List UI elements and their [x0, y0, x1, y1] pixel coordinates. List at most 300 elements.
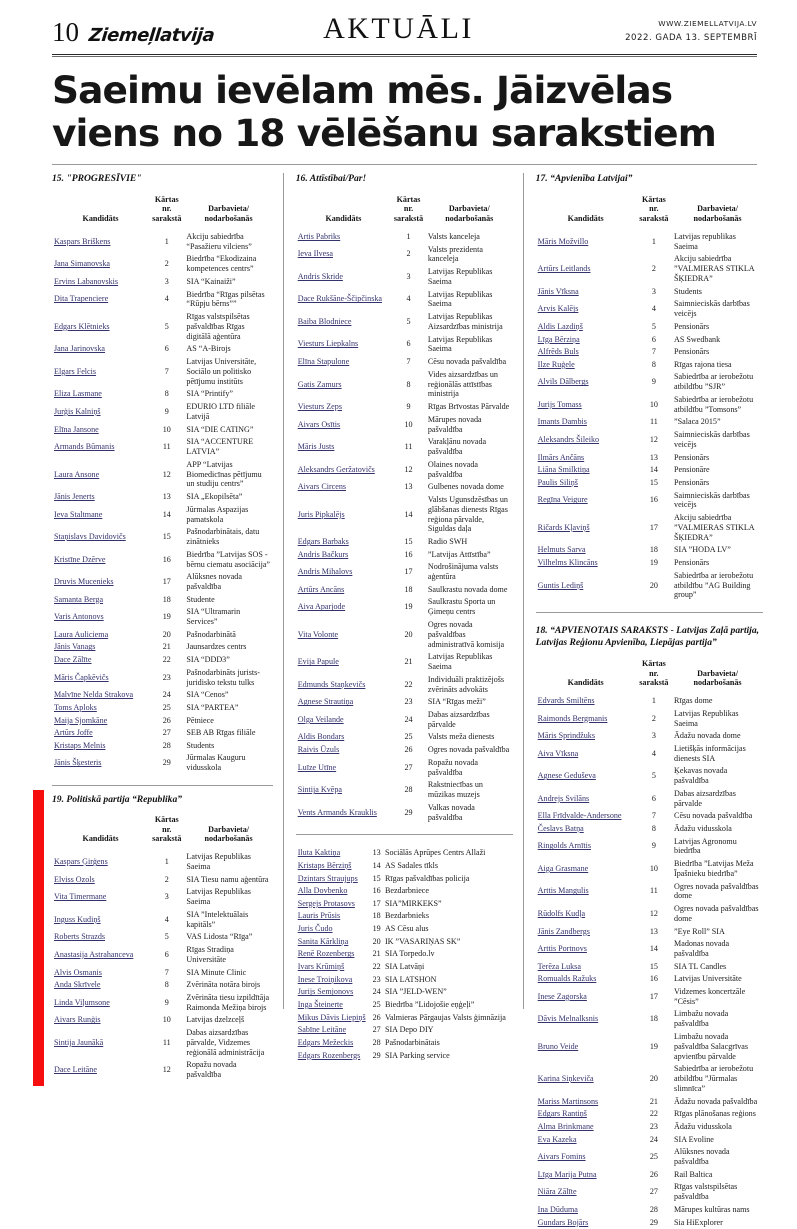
table-body-2	[296, 231, 513, 824]
candidate-name[interactable]: Jana Simanovska	[54, 259, 110, 269]
list-block-progresivie	[52, 173, 273, 774]
candidate-name[interactable]: Romualds Ražuks	[537, 974, 597, 984]
candidate-workplace: Limbažu novada pašvaldība Salacgrīvas apvienību pārvalde	[674, 1031, 748, 1061]
table-row	[52, 1059, 273, 1082]
candidate-workplace: SIA ”HODA LV”	[674, 545, 731, 555]
candidate-name[interactable]: Dace Zālīte	[54, 655, 92, 665]
table-row	[296, 948, 513, 961]
candidate-workplace: Ķekavas novada pašvaldība	[674, 766, 728, 786]
candidate-name[interactable]: Dace Leitāne	[54, 1065, 97, 1075]
candidate-number: 3	[406, 271, 411, 281]
candidate-workplace: Latvijas Republikas Saeima	[186, 852, 251, 872]
candidate-name[interactable]: Jurijs Semjonovs	[297, 987, 354, 997]
table-row	[536, 742, 763, 765]
candidate-name[interactable]: Helmuts Sarva	[537, 545, 586, 555]
candidate-name[interactable]: Niāra Zālīte	[537, 1187, 577, 1197]
candidate-name[interactable]: Jānis Vanags	[54, 642, 96, 652]
candidate-number: 25	[162, 702, 171, 712]
candidate-number: 10	[404, 419, 413, 429]
candidate-workplace: Saimnieciskās darbības veicējs	[674, 430, 750, 449]
candidate-name[interactable]: Malvīne Nelda Strakova	[54, 690, 134, 700]
candidate-name[interactable]: Mariss Martinsons	[537, 1096, 599, 1106]
candidate-number: 19	[404, 602, 413, 612]
candidate-name[interactable]: Aleksandrs Šileiko	[537, 435, 600, 445]
candidate-number: 26	[404, 745, 413, 755]
candidate-workplace: Ādažu novada pašvaldība	[674, 1096, 758, 1106]
candidate-number: 18	[372, 911, 381, 921]
candidate-name[interactable]: Aiva Aparjode	[297, 602, 346, 612]
candidate-name[interactable]: Elgars Felcis	[54, 366, 97, 376]
candidate-workplace: Gulbenes novada dome	[427, 482, 504, 492]
table-row	[536, 358, 763, 371]
candidate-name[interactable]: Agnese Geduševa	[537, 771, 596, 781]
candidate-name[interactable]: Guntis Lediņš	[537, 580, 584, 590]
candidate-name[interactable]: Artis Pabriks	[297, 231, 341, 241]
list-block-republika	[52, 794, 273, 1082]
candidate-name[interactable]: Inese Troiņikova	[297, 974, 353, 984]
candidate-name[interactable]: Juris Pipkalējs	[297, 509, 345, 519]
candidate-number: 4	[164, 914, 169, 924]
table-row	[536, 810, 763, 823]
candidate-name[interactable]: Elviss Ozols	[54, 874, 95, 884]
candidate-number: 19	[372, 924, 381, 934]
candidate-name[interactable]: Līga Marija Putna	[537, 1169, 597, 1179]
table-row	[536, 489, 763, 512]
candidate-name[interactable]: Rūdolfs Kudļa	[537, 908, 586, 918]
candidate-number: 1	[651, 696, 656, 705]
candidate-name[interactable]: Edgars Barbaks	[297, 537, 349, 547]
candidate-name[interactable]: Aivars Osītis	[297, 419, 341, 429]
candidate-workplace: Ropažu novada pašvaldība	[186, 1060, 237, 1080]
candidate-name[interactable]: Andris Skride	[297, 271, 343, 281]
candidate-name[interactable]: Māris Sprindžuks	[537, 731, 595, 741]
candidate-number: 20	[162, 629, 171, 639]
candidate-workplace: Valkas novada pašvaldība	[427, 802, 475, 822]
candidate-number: 24	[649, 1134, 658, 1144]
candidate-name[interactable]: Andrejs Svilāns	[537, 793, 590, 803]
table-row	[296, 333, 513, 356]
party-title: 19. Politiskā partija “Republika”	[52, 793, 183, 805]
candidate-name[interactable]: Elīna Jansone	[54, 424, 99, 434]
table-row	[52, 356, 273, 388]
candidate-name[interactable]: Jānis Šķesteris	[54, 758, 102, 768]
candidates-table	[52, 192, 273, 775]
candidate-workplace: Saimnieciskās darbības veicējs	[674, 299, 750, 319]
candidate-workplace: Dabas aizsardzības pārvalde	[674, 788, 736, 808]
candidate-name[interactable]: Lauris Prūsis	[297, 911, 341, 921]
candidate-workplace: Alūksnes novada pašvaldība	[186, 572, 242, 592]
candidate-number: 22	[372, 962, 381, 972]
header-candidate: Kandidāts	[82, 213, 119, 223]
table-row	[52, 909, 273, 932]
table-row	[536, 1108, 763, 1121]
table-row	[536, 765, 763, 788]
candidate-name[interactable]: Alfrēds Buls	[537, 347, 579, 357]
candidate-name[interactable]: Mikus Dāvis Liepiņš	[297, 1012, 366, 1022]
candidate-workplace: Akciju sabiedrība “Pasažieru vilciens”	[186, 231, 252, 251]
table-row	[536, 512, 763, 544]
candidate-number: 4	[164, 294, 169, 304]
candidate-name[interactable]: Dace Rukšāne-Ščipčinska	[297, 294, 382, 304]
candidate-number: 21	[372, 949, 381, 959]
candidate-name[interactable]: Jānis Vīksna	[537, 286, 579, 296]
candidate-name[interactable]: Edmunds Staņkevičs	[297, 679, 366, 689]
candidate-name[interactable]: Inga Šteinerte	[297, 999, 343, 1009]
candidate-name[interactable]: Jurģis Kalniņš	[54, 406, 101, 416]
table-row	[536, 986, 763, 1009]
candidate-number: 15	[162, 532, 171, 542]
candidate-name[interactable]: Aivars Runģis	[54, 1015, 101, 1025]
candidate-name[interactable]: Ričards Kļaviņš	[537, 522, 590, 532]
website-url[interactable]: WWW.ZIEMELLATVIJA.LV	[658, 19, 757, 28]
candidate-workplace: SIA”MIRKEKS”	[384, 898, 442, 908]
candidate-workplace: SIA “DDD3”	[186, 655, 230, 665]
candidate-name[interactable]: Raivis Ūzuls	[297, 745, 340, 755]
candidate-name[interactable]: Linda Viļumsone	[54, 997, 110, 1007]
issue-date: 2022. GADA 13. SEPTEMBRĪ	[625, 32, 757, 43]
candidate-name[interactable]: Kristaps Melnis	[54, 740, 106, 750]
candidate-number: 21	[404, 657, 413, 667]
table-row	[52, 288, 273, 311]
candidate-name[interactable]: Aleksandrs Geržatovičs	[297, 464, 375, 474]
candidate-name[interactable]: Juris Čudo	[297, 924, 333, 934]
candidate-number: 20	[372, 936, 381, 946]
table-header-row	[296, 192, 513, 231]
candidate-workplace: Pensionāre	[674, 465, 710, 475]
candidate-workplace: SIA “Printify”	[186, 389, 233, 399]
candidate-number: 19	[162, 612, 171, 622]
candidates-table	[536, 656, 763, 1229]
candidate-name[interactable]: Toms Aploks	[54, 702, 97, 712]
candidate-name[interactable]: Sabīne Leitāne	[297, 1025, 347, 1035]
candidate-name[interactable]: Dzintars Straujups	[297, 873, 358, 883]
table-row	[52, 714, 273, 727]
header-candidate: Kandidāts	[567, 213, 604, 223]
candidate-workplace: Latvijas Universitāte, Sociālo un politisko pētījumu institūts	[186, 357, 257, 386]
candidate-name[interactable]: Ina Dūduma	[537, 1204, 578, 1214]
candidate-name[interactable]: Bruno Veide	[537, 1041, 579, 1051]
candidate-name[interactable]: Terēza Luksa	[537, 961, 581, 971]
candidate-name[interactable]: Vita Volonte	[297, 629, 339, 639]
table-row	[536, 707, 763, 730]
candidates-table	[52, 812, 273, 1081]
candidate-name[interactable]: Ella Frīdvalde-Andersone	[537, 811, 622, 821]
candidate-name[interactable]: Māris Možvillo	[537, 236, 589, 246]
candidate-workplace: Zvērināta notāra birojs	[186, 980, 261, 990]
candidate-number: 15	[404, 537, 413, 547]
candidate-name[interactable]: Ervins Labanovskis	[54, 276, 119, 286]
candidate-name[interactable]: Māris Čapkēvičs	[54, 672, 109, 682]
candidate-name[interactable]: Edgars Rozenbergs	[297, 1050, 361, 1060]
candidate-number: 11	[649, 886, 658, 896]
candidate-name[interactable]: Jana Jarinovska	[54, 344, 106, 354]
candidate-name[interactable]: Iluta Kaktiņa	[297, 848, 341, 858]
table-row	[52, 526, 273, 549]
table-row	[296, 311, 513, 334]
candidate-name[interactable]: Alvils Dālbergs	[537, 377, 589, 387]
candidate-number: 4	[406, 294, 411, 304]
table-row	[52, 966, 273, 979]
candidate-workplace: Ogres novada pašvaldība	[427, 745, 510, 755]
candidate-number: 18	[404, 584, 413, 594]
table-row	[296, 961, 513, 974]
candidate-name[interactable]: Jurijs Tomass	[537, 399, 582, 409]
candidate-workplace: ”Latvijas Attīstība”	[427, 549, 491, 559]
candidate-name[interactable]: Paulis Siliņš	[537, 477, 578, 487]
candidate-name[interactable]: Druvis Mucenieks	[54, 577, 114, 587]
candidate-name[interactable]: Anda Skrīvele	[54, 980, 101, 990]
candidate-workplace: SIA “Ultramarin Services”	[186, 607, 241, 627]
candidate-workplace: Valsts prezidenta kanceleja	[427, 244, 483, 264]
candidate-workplace: Rīgas valstspilsētas pašvaldības Rīgas digitālā aģentūra	[186, 312, 250, 341]
candidate-name[interactable]: Vents Armands Krauklis	[297, 807, 377, 817]
candidate-name[interactable]: Sanita Kārkliņa	[297, 936, 349, 946]
candidate-name[interactable]: Andris Mihalovs	[297, 567, 353, 577]
candidate-number: 19	[649, 1041, 658, 1051]
candidate-number: 29	[162, 758, 171, 768]
candidate-name[interactable]: Andris Bačkurs	[297, 549, 349, 559]
candidate-workplace: Cēsu novada pašvaldība	[674, 811, 753, 821]
table-row	[52, 1027, 273, 1059]
candidate-name[interactable]: Česlavs Batņa	[537, 823, 584, 833]
column-2	[283, 173, 523, 1060]
candidate-number: 26	[162, 715, 171, 725]
candidate-workplace: AS Swedbank	[674, 334, 721, 344]
candidate-number: 8	[651, 823, 656, 833]
candidate-workplace: SIA ”JELD-WEN”	[384, 987, 447, 997]
table-row	[296, 673, 513, 696]
table-row	[296, 935, 513, 948]
table-row	[296, 536, 513, 549]
candidate-name[interactable]: Edgars Mežeckis	[297, 1037, 354, 1047]
table-row	[52, 571, 273, 594]
candidate-name[interactable]: Aldis Lazdiņš	[537, 321, 583, 331]
table-header-row	[536, 656, 763, 695]
candidate-workplace: Sabiedrība ar ierobežotu atbildību ”AG Building group”	[674, 570, 754, 600]
candidate-workplace: Valsts kanceleja	[427, 231, 480, 241]
candidate-workplace: Biedrība ”Latvijas Meža Īpašnieku biedrība”	[674, 859, 754, 878]
table-row	[52, 727, 273, 740]
candidate-number: 27	[649, 1187, 658, 1197]
candidate-name[interactable]: Alla Dovbenko	[297, 886, 348, 896]
table-row	[536, 1008, 763, 1031]
candidate-workplace: Jūrmalas Kauguru vidusskola	[186, 753, 246, 773]
candidate-name[interactable]: Ilze Ruģele	[537, 359, 575, 369]
candidate-workplace: Dabas aizsardzības pārvalde, Vidzemes reģionālā administrācija	[186, 1027, 265, 1057]
candidate-workplace: SIA ”Intelektuālais kapitāls”	[186, 909, 249, 929]
candidate-name[interactable]: Baiba Blodniece	[297, 316, 352, 326]
candidate-name[interactable]: Luīze Utīne	[297, 762, 337, 772]
candidate-name[interactable]: Aldis Bondars	[297, 732, 345, 742]
candidate-workplace: Latvijas Republikas Saeima	[427, 267, 493, 286]
candidate-name[interactable]: Elīna Stapulone	[297, 357, 350, 367]
candidate-workplace: Ogres novada pašvaldības dome	[674, 881, 759, 901]
candidate-name[interactable]: Edgars Klētnieks	[54, 321, 110, 331]
candidate-name[interactable]: Artūrs Ancāns	[297, 584, 345, 594]
candidate-name[interactable]: Kaspars Ģirģens	[54, 857, 108, 867]
candidate-number: 16	[372, 886, 381, 896]
candidate-name[interactable]: Gundars Bojārs	[537, 1217, 589, 1227]
candidate-name[interactable]: Sintija Kvēpa	[297, 785, 343, 795]
section-divider-3	[536, 612, 763, 613]
candidate-name[interactable]: Aivars Circens	[297, 482, 347, 492]
candidate-workplace: Vidzemes koncertzāle ”Cēsis”	[674, 986, 746, 1006]
table-body-4	[536, 231, 763, 602]
candidate-number: 19	[649, 558, 658, 568]
candidate-number: 4	[651, 748, 656, 758]
candidate-workplace: Latvijas Republikas Saeima	[427, 652, 493, 672]
candidate-number: 16	[649, 974, 658, 984]
candidate-number: 23	[649, 1121, 658, 1131]
publication-logo: Ziemeļlatvija	[87, 24, 216, 46]
candidate-name[interactable]: Anastasija Astrahanceva	[54, 949, 134, 959]
candidate-name[interactable]: Eva Kazeka	[537, 1134, 577, 1144]
candidate-name[interactable]: Inese Zagorska	[537, 991, 587, 1001]
candidate-name[interactable]: Agnese Strautiņa	[297, 697, 354, 707]
candidate-name[interactable]: Kristīne Dzērve	[54, 554, 106, 564]
candidate-workplace: AS “A-Birojs	[186, 344, 231, 354]
candidate-name[interactable]: Ieva Ilvesa	[297, 249, 333, 259]
candidate-name[interactable]: Vilhelms Klincāns	[537, 558, 598, 568]
candidate-number: 17	[372, 898, 381, 908]
candidate-name[interactable]: Inguss Kudiņš	[54, 914, 101, 924]
candidate-name[interactable]: Armands Būmanis	[54, 442, 115, 452]
candidate-number: 5	[651, 321, 656, 331]
candidate-number: 25	[372, 999, 381, 1009]
table-row	[296, 910, 513, 923]
candidate-name[interactable]: Edvards Smiltēns	[537, 696, 595, 705]
candidate-name[interactable]: Dita Trapenciere	[54, 294, 109, 304]
candidate-name[interactable]: Ringolds Arnītis	[537, 841, 591, 851]
table-row	[296, 548, 513, 561]
table-row	[52, 458, 273, 490]
candidate-number: 10	[649, 863, 658, 873]
table-row	[536, 285, 763, 298]
table-row	[296, 885, 513, 898]
candidate-name[interactable]: Regīna Veigure	[537, 495, 588, 505]
candidate-number: 5	[164, 932, 169, 942]
candidate-name[interactable]: Ilmārs Ančāns	[537, 452, 585, 462]
candidate-workplace: Rīgas plānošanas reģions	[674, 1109, 756, 1119]
candidate-name[interactable]: Aiva Vīksna	[537, 748, 579, 758]
candidate-number: 14	[649, 465, 658, 475]
header-job: Darbavieta/ nodarbošanās	[693, 204, 742, 223]
candidate-name[interactable]: Karina Siņkeviča	[537, 1074, 594, 1084]
candidate-name[interactable]: Alma Brinkmane	[537, 1121, 594, 1131]
candidate-name[interactable]: Līga Bērziņa	[537, 334, 580, 344]
candidate-name[interactable]: Māris Justs	[297, 442, 335, 452]
list-block-attistibai-par	[296, 173, 513, 824]
table-row	[536, 880, 763, 903]
table-row	[296, 999, 513, 1012]
candidate-name[interactable]: Sintija Jaunākā	[54, 1037, 104, 1047]
candidate-number: 13	[372, 848, 381, 858]
candidate-workplace: Saulkrastu novada dome	[427, 584, 508, 594]
candidate-number: 3	[164, 892, 169, 902]
candidate-name[interactable]: Laura Auliciema	[54, 629, 109, 639]
masthead-rule	[52, 54, 757, 55]
candidate-name[interactable]: Raimonds Bergmanis	[537, 713, 608, 723]
table-row	[536, 451, 763, 464]
candidate-name[interactable]: Samanta Berga	[54, 594, 104, 604]
candidate-workplace: Cēsu novada pašvaldība	[427, 357, 507, 367]
candidate-name[interactable]: Olga Veilande	[297, 714, 344, 724]
table-row	[536, 787, 763, 810]
candidate-name[interactable]: Liāna Smilktiņa	[537, 465, 590, 475]
candidate-name[interactable]: Ivars Krūmiņš	[297, 962, 345, 972]
candidate-number: 16	[162, 554, 171, 564]
candidate-name[interactable]: Gatis Zamurs	[297, 379, 342, 389]
candidate-name[interactable]: Renē Rozenbergs	[297, 949, 355, 959]
candidate-name[interactable]: Jānis Zandbergs	[537, 926, 590, 936]
candidate-name[interactable]: Dāvis Melnalksnis	[537, 1014, 599, 1024]
candidate-name[interactable]: Maija Sjomkāne	[54, 715, 108, 725]
candidate-name[interactable]: Viesturs Zeps	[297, 402, 342, 412]
candidate-name[interactable]: Kaspars Briškens	[54, 236, 111, 246]
candidate-name[interactable]: Sergejs Protasovs	[297, 898, 355, 908]
candidate-number: 17	[162, 577, 171, 587]
candidate-name[interactable]: Kristaps Bērziņš	[297, 860, 352, 870]
candidate-number: 27	[404, 762, 413, 772]
candidate-workplace: EDURIO LTD filiāle Latvijā	[186, 402, 255, 421]
table-row	[536, 1133, 763, 1146]
candidate-workplace: Latvijas republikas Saeima	[674, 231, 736, 251]
table-row	[536, 925, 763, 938]
candidate-number: 20	[649, 1074, 658, 1084]
candidate-name[interactable]: Laura Ansone	[54, 469, 100, 479]
candidate-name[interactable]: Aivars Fomins	[537, 1152, 586, 1162]
candidate-name[interactable]: Arttis Mangulis	[537, 886, 589, 896]
table-body-3	[296, 847, 513, 1062]
table-row	[52, 886, 273, 909]
candidate-name[interactable]: Edgars Rantiņš	[537, 1109, 587, 1119]
candidate-name[interactable]: Artūrs Leitlands	[537, 264, 591, 274]
candidate-workplace: AS Sadales tīkls	[384, 860, 439, 870]
table-row	[536, 1216, 763, 1229]
header-number: Kārtas nr. sarakstā	[152, 815, 182, 844]
candidate-name[interactable]: Aiga Grasmane	[537, 863, 589, 873]
candidate-workplace: SIA TL Candles	[674, 961, 727, 971]
candidate-workplace: SEB AB Rīgas filiāle	[186, 728, 256, 738]
candidate-name[interactable]: Evija Papule	[297, 657, 339, 667]
candidate-name[interactable]: Artūrs Joffe	[54, 728, 93, 738]
candidate-number: 8	[164, 389, 169, 399]
candidate-name[interactable]: Eliza Lasmane	[54, 389, 102, 399]
candidate-name[interactable]: Imants Dambis	[537, 417, 587, 427]
candidate-name[interactable]: Arttis Portnovs	[537, 944, 587, 954]
candidate-workplace: Latvijas Agronomu biedrība	[674, 836, 737, 856]
candidate-name[interactable]: Ieva Staltmane	[54, 509, 103, 519]
candidate-name[interactable]: Alvis Osmanis	[54, 967, 102, 977]
candidate-name[interactable]: Jānis Jenerts	[54, 492, 95, 502]
candidate-name[interactable]: Arvis Kalējs	[537, 304, 579, 314]
table-body-0	[52, 231, 273, 775]
candidate-name[interactable]: Staņislavs Davidovičs	[54, 532, 126, 542]
table-row	[296, 356, 513, 369]
candidate-name[interactable]: Varis Antonovs	[54, 612, 104, 622]
table-row	[536, 1204, 763, 1217]
table-row	[296, 709, 513, 732]
candidate-name[interactable]: Vita Timermane	[54, 892, 107, 902]
table-row	[536, 321, 763, 334]
candidate-name[interactable]: Viesturs Liepkalns	[297, 339, 359, 349]
candidate-workplace: SIA “Rīgas meži”	[427, 697, 486, 707]
candidate-workplace: Saulkrastu Sporta un Ģimeņu centrs	[427, 597, 496, 617]
candidate-name[interactable]: Roberts Strazds	[54, 932, 106, 942]
candidate-number: 11	[404, 442, 413, 452]
candidate-workplace: Pašnodarbināts jurists-juridisko tekstu tulks	[186, 667, 260, 687]
candidate-workplace: Radio SWH	[427, 537, 468, 547]
